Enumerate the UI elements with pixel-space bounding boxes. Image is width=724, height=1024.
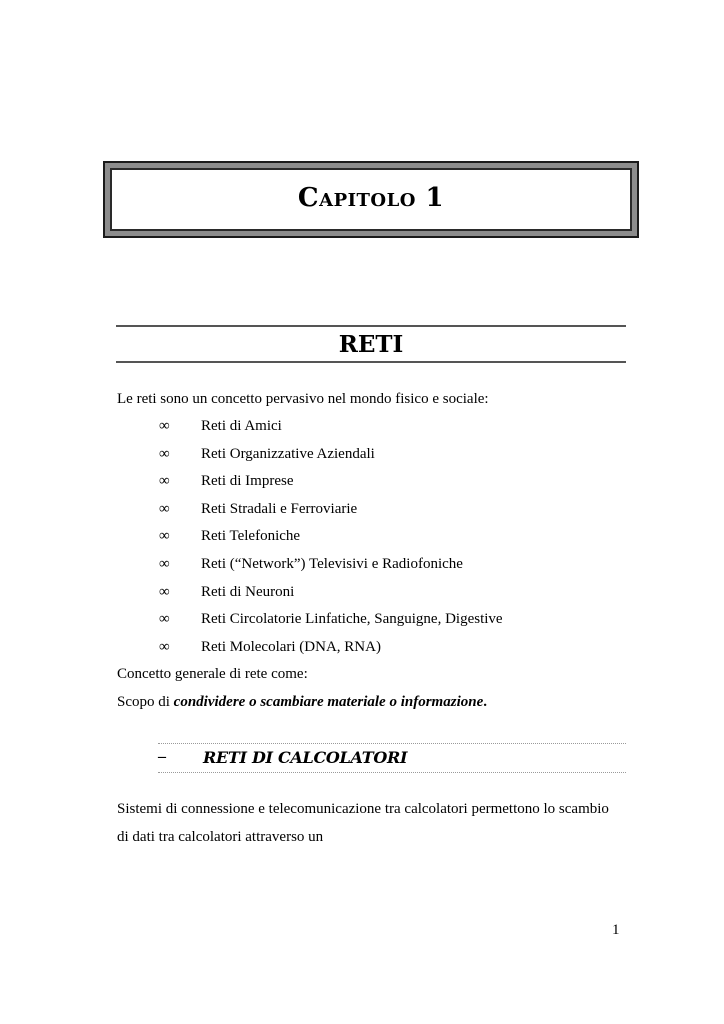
purpose-text — [117, 693, 487, 711]
chapter-title-frame — [103, 161, 639, 238]
list-item-text: Reti di Neuroni — [201, 583, 295, 600]
list-item-text: Reti di Imprese — [201, 473, 294, 490]
purpose-suffix: . — [483, 694, 487, 710]
subsection-title: RETI DI CALCOLATORI — [203, 748, 408, 767]
list-item-text: Reti Organizzative Aziendali — [201, 445, 375, 462]
subsection-rule-bottom — [158, 772, 626, 773]
infinity-bullet-icon: ∞ — [159, 528, 170, 545]
section-rule-top — [116, 325, 626, 327]
chapter-title: Capitolo 1 — [297, 183, 445, 213]
section-rule-bottom — [116, 361, 626, 363]
list-item-text: Reti Circolatorie Linfatiche, Sanguigne, Digestive — [201, 611, 503, 628]
purpose-emphasis: condividere o scambiare materiale o informazione — [173, 694, 484, 710]
infinity-bullet-icon: ∞ — [159, 583, 170, 600]
purpose-prefix: Scopo di — [117, 694, 174, 710]
infinity-bullet-icon: ∞ — [159, 555, 170, 572]
infinity-bullet-icon: ∞ — [159, 418, 170, 434]
paragraph-line-1: Sistemi di connessione e telecomunicazione tra calcolatori permettono lo scambio — [117, 801, 609, 817]
list-item-text: Reti (“Network”) Televisivi e Radiofoniche — [201, 555, 463, 572]
list-item-text: Reti Telefoniche — [201, 528, 301, 545]
subsection-dash: – — [158, 748, 166, 765]
list-item-text: Reti Molecolari (DNA, RNA) — [201, 638, 381, 655]
infinity-bullet-icon: ∞ — [159, 500, 170, 517]
list-item-text: Reti Stradali e Ferroviarie — [201, 500, 358, 517]
list-item-text: Reti di Amici — [201, 418, 282, 434]
subsection-rule-top — [158, 743, 626, 744]
infinity-bullet-icon: ∞ — [159, 611, 170, 628]
concept-text: Concetto generale di rete come: — [117, 666, 308, 682]
intro-text: Le reti sono un concetto pervasivo nel mondo fisico e sociale: — [117, 391, 489, 407]
page-number: 1 — [612, 922, 620, 938]
infinity-bullet-icon: ∞ — [159, 445, 170, 462]
infinity-bullet-icon: ∞ — [159, 638, 170, 655]
section-title: RETI — [338, 331, 404, 358]
infinity-bullet-icon: ∞ — [159, 473, 170, 490]
paragraph-line-2: di dati tra calcolatori attraverso un — [117, 829, 324, 845]
